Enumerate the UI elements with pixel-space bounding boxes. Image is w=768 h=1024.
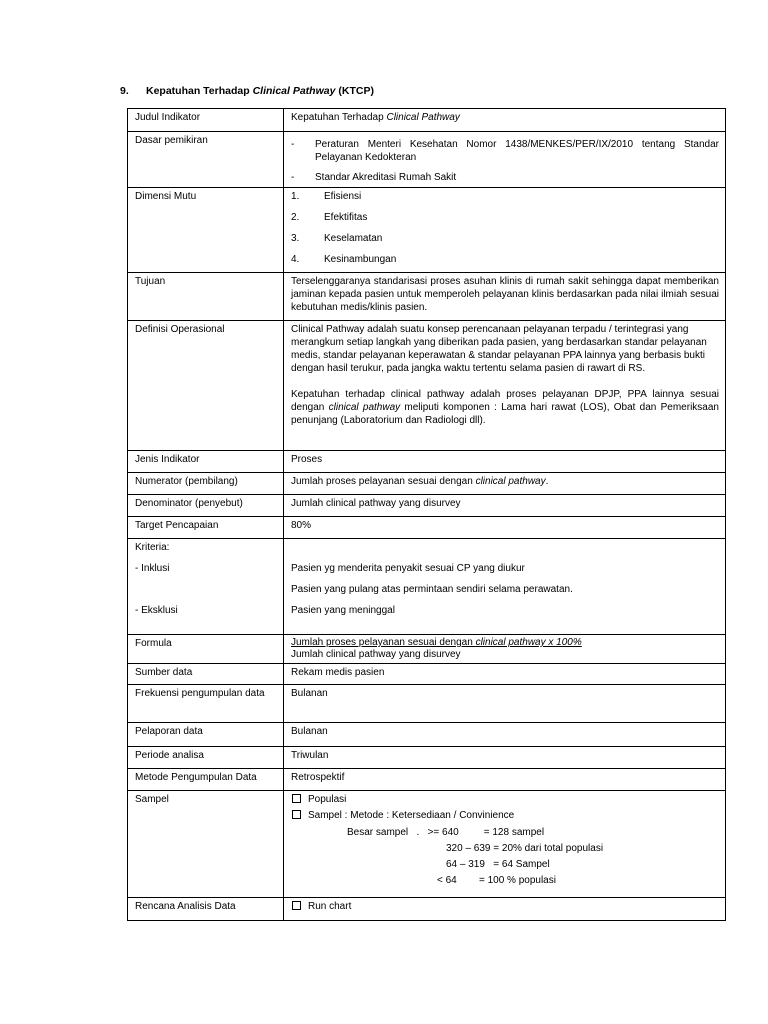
dasar-item-text: Peraturan Menteri Kesehatan Nomor 1438/MENKES/PER/IX/2010 tentang Standar Pelayanan Kedokteran <box>315 139 719 163</box>
checkbox-icon <box>292 810 301 819</box>
row-kriteria <box>128 539 726 635</box>
checkbox-icon <box>292 794 301 803</box>
inklusi-label: - Inklusi <box>135 563 170 574</box>
item-number: 1. <box>291 191 300 202</box>
inklusi-text: Pasien yg menderita penyakit sesuai CP yang diukur <box>291 563 525 574</box>
row-frekuensi <box>128 685 726 723</box>
label-sumber: Sumber data <box>128 664 284 685</box>
label-numerator: Numerator (pembilang) <box>128 473 284 495</box>
item-number: 4. <box>291 254 300 265</box>
dash-marker: - <box>291 139 295 150</box>
row-tujuan <box>128 273 726 321</box>
section-heading <box>120 85 374 97</box>
definisi-italic: clinical pathway <box>328 402 401 413</box>
metode-text: Sampel : Metode : Ketersediaan / Convinience <box>308 810 515 821</box>
row-numerator <box>128 473 726 495</box>
label-tujuan: Tujuan <box>128 273 284 321</box>
value-numerator <box>284 473 726 495</box>
row-dimensi <box>128 188 726 273</box>
formula-italic: clinical pathway x 100% <box>475 637 582 648</box>
heading-suffix: (KTCP) <box>335 85 374 97</box>
dimensi-item <box>291 190 719 203</box>
label-jenis: Jenis Indikator <box>128 451 284 473</box>
value-metode: Retrospektif <box>284 769 726 791</box>
dash-marker: - <box>291 172 295 183</box>
eksklusi-text: Pasien yang meninggal <box>291 605 395 616</box>
value-dimensi <box>284 188 726 273</box>
label-dasar: Dasar pemikiran <box>128 132 284 188</box>
range-320-639: 320 – 639 = 20% dari total populasi <box>446 843 604 854</box>
numerator-italic: clinical pathway <box>475 476 546 487</box>
item-text: Efisiensi <box>324 191 362 202</box>
label-frekuensi: Frekuensi pengumpulan data <box>128 685 284 723</box>
definisi-text: Kepatuhan terhadap clinical pathway adalah proses pelayanan DPJP, PPA lainnya sesuai dengan <box>291 389 719 413</box>
value-tujuan: Terselenggaranya standarisasi proses asuhan klinis di rumah sakit sehingga dapat memberikan jaminan kepada pasien untuk memperoleh pelayanan klinis berdasarkan pada nilai ilmiah sesuai kebutuhan medis/klinis pasien. <box>284 273 726 321</box>
value-denominator: Jumlah clinical pathway yang disurvey <box>284 495 726 517</box>
row-sumber <box>128 664 726 685</box>
item-text: Efektifitas <box>324 212 368 223</box>
kriteria-label: Kriteria: <box>135 542 170 553</box>
value-kriteria <box>284 539 726 635</box>
value-judul <box>284 109 726 132</box>
label-kriteria <box>128 539 284 635</box>
range-64-319: 64 – 319 = 64 Sampel <box>446 859 550 870</box>
value-sumber: Rekam medis pasien <box>284 664 726 685</box>
label-denominator: Denominator (penyebut) <box>128 495 284 517</box>
item-number: 2. <box>291 212 300 223</box>
row-rencana <box>128 898 726 921</box>
dimensi-item <box>291 253 719 266</box>
dimensi-item <box>291 211 719 224</box>
label-definisi: Definisi Operasional <box>128 321 284 451</box>
label-pelaporan: Pelaporan data <box>128 723 284 747</box>
row-dasar <box>128 132 726 188</box>
value-frekuensi: Bulanan <box>284 685 726 723</box>
dasar-item <box>291 138 719 164</box>
besar-sampel-line: Besar sampel . >= 640 = 128 sampel <box>347 827 545 838</box>
value-dasar <box>284 132 726 188</box>
value-formula <box>284 635 726 664</box>
definisi-text-end: meliputi komponen : Lama hari rawat (LOS), Obat dan Pemeriksaan penunjang (Laboratorium dan Radiologi dll). <box>291 402 719 426</box>
indicator-table <box>127 108 726 921</box>
formula-numerator <box>291 637 719 649</box>
checkbox-icon <box>292 901 301 910</box>
row-denominator <box>128 495 726 517</box>
item-number: 3. <box>291 233 300 244</box>
formula-text: Jumlah proses pelayanan sesuai dengan <box>291 637 476 648</box>
judul-italic: Clinical Pathway <box>386 112 460 123</box>
definisi-paragraph-2 <box>291 388 719 427</box>
label-target: Target Pencapaian <box>128 517 284 539</box>
item-text: Kesinambungan <box>324 254 397 265</box>
row-definisi <box>128 321 726 451</box>
label-periode: Periode analisa <box>128 747 284 769</box>
range-below-64: < 64 = 100 % populasi <box>437 875 556 886</box>
numerator-text: Jumlah proses pelayanan sesuai dengan <box>291 476 476 487</box>
row-target <box>128 517 726 539</box>
section-number: 9. <box>120 85 129 97</box>
pulang-aps-text: Pasien yang pulang atas permintaan sendiri selama perawatan. <box>291 584 573 595</box>
row-metode <box>128 769 726 791</box>
value-jenis: Proses <box>284 451 726 473</box>
dasar-item <box>291 171 719 184</box>
item-text: Keselamatan <box>324 233 383 244</box>
value-sampel <box>284 791 726 898</box>
metode-line <box>291 809 514 822</box>
label-sampel: Sampel <box>128 791 284 898</box>
row-periode <box>128 747 726 769</box>
eksklusi-label: - Eksklusi <box>135 605 178 616</box>
value-pelaporan: Bulanan <box>284 723 726 747</box>
value-periode: Triwulan <box>284 747 726 769</box>
definisi-paragraph-1: Clinical Pathway adalah suatu konsep perencanaan pelayanan terpadu / terintegrasi yang merangkum setiap langkah yang diberikan pada pasien, yang berdasarkan standar pelayanan medis, standar pelayanan keperawatan & standar pelayanan PPA lainnya yang berbasis bukti dengan hasil terukur, pada jangka waktu tertentu selama pasien di rawart di RS. <box>291 324 707 374</box>
populasi-line <box>291 793 346 806</box>
label-judul: Judul Indikator <box>128 109 284 132</box>
judul-text: Kepatuhan Terhadap <box>291 112 387 123</box>
row-sampel <box>128 791 726 898</box>
label-rencana: Rencana Analisis Data <box>128 898 284 921</box>
formula-denominator: Jumlah clinical pathway yang disurvey <box>291 649 461 660</box>
heading-text: Kepatuhan Terhadap <box>146 85 253 97</box>
row-pelaporan <box>128 723 726 747</box>
value-rencana <box>284 898 726 921</box>
sampel-block <box>291 793 719 894</box>
value-target: 80% <box>284 517 726 539</box>
rencana-text: Run chart <box>308 901 352 912</box>
label-formula: Formula <box>128 635 284 664</box>
populasi-text: Populasi <box>308 794 347 805</box>
value-definisi <box>284 321 726 451</box>
label-metode: Metode Pengumpulan Data <box>128 769 284 791</box>
numerator-end: . <box>545 476 549 487</box>
row-judul <box>128 109 726 132</box>
label-dimensi: Dimensi Mutu <box>128 188 284 273</box>
dasar-item-text: Standar Akreditasi Rumah Sakit <box>315 172 457 183</box>
heading-italic: Clinical Pathway <box>252 85 336 97</box>
row-jenis <box>128 451 726 473</box>
row-formula <box>128 635 726 664</box>
dimensi-item <box>291 232 719 245</box>
